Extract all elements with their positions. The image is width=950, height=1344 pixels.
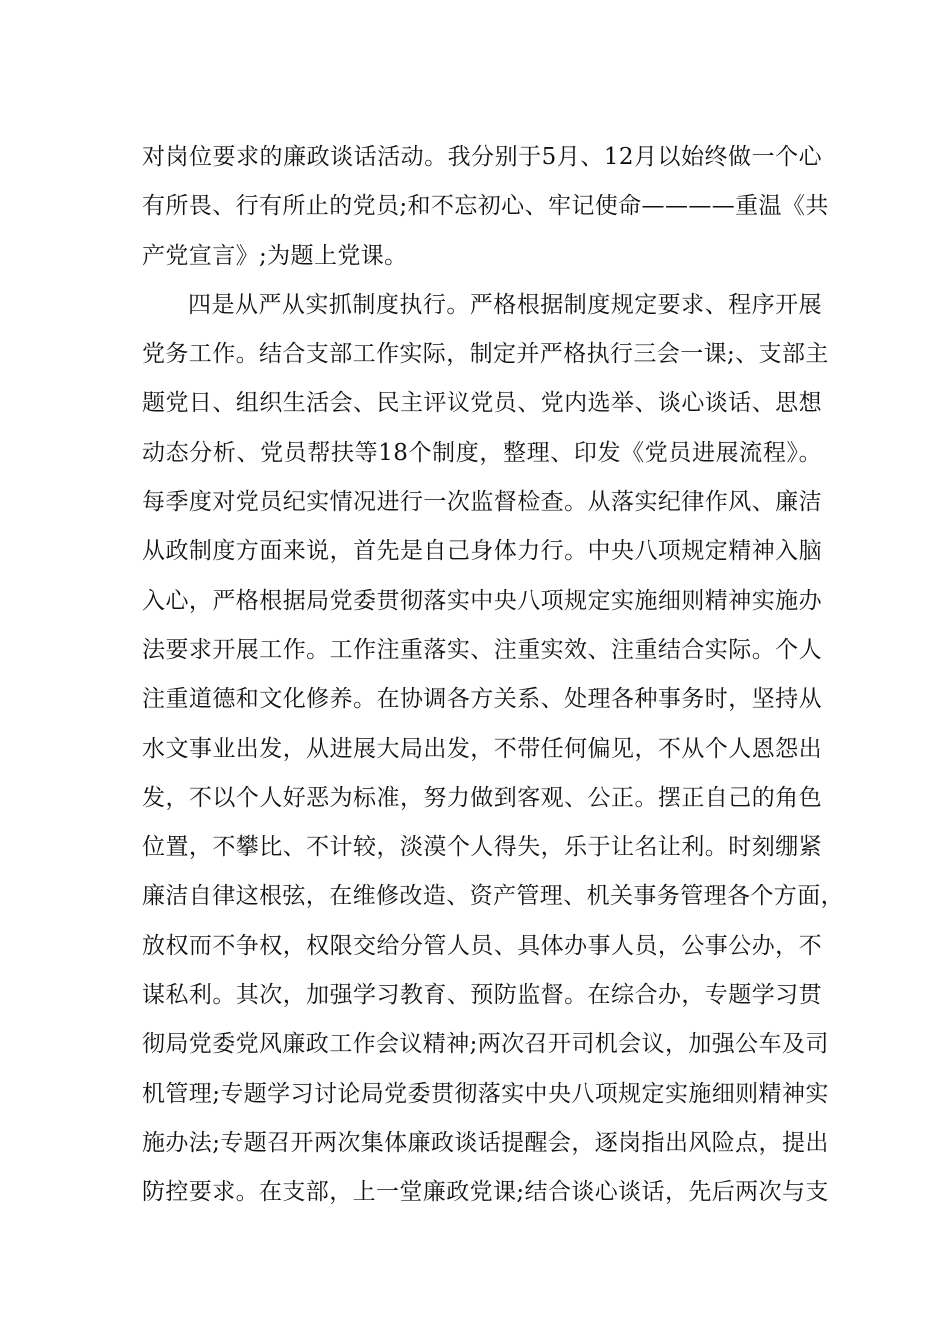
text-line: 彻局党委党风廉政工作会议精神;两次召开司机会议，加强公车及司 — [142, 1031, 829, 1058]
text-line: 位置，不攀比、不计较，淡漠个人得失，乐于让名让利。时刻绷紧 — [142, 834, 822, 861]
text-line: 廉洁自律这根弦，在维修改造、资产管理、机关事务管理各个方面， — [142, 883, 844, 910]
text-line: 施办法;专题召开两次集体廉政谈话提醒会，逐岗指出风险点，提出 — [142, 1129, 829, 1156]
text-line: 动态分析、党员帮扶等18个制度，整理、印发《党员进展流程》。 — [142, 439, 822, 466]
text-line: 法要求开展工作。工作注重落实、注重实效、注重结合实际。个人 — [142, 636, 822, 663]
text-line: 防控要求。在支部，上一堂廉政党课;结合谈心谈话，先后两次与支 — [142, 1179, 829, 1206]
text-line: 有所畏、行有所止的党员;和不忘初心、牢记使命————重温《共 — [142, 193, 829, 220]
text-line: 放权而不争权，权限交给分管人员、具体办事人员，公事公办，不 — [142, 932, 822, 959]
text-line: 从政制度方面来说，首先是自己身体力行。中央八项规定精神入脑 — [142, 538, 822, 565]
text-line: 党务工作。结合支部工作实际，制定并严格执行三会一课;、支部主 — [142, 341, 829, 368]
body-text — [142, 133, 844, 1218]
text-line: 发，不以个人好恶为标准，努力做到客观、公正。摆正自己的角色 — [142, 784, 822, 811]
text-line: 每季度对党员纪实情况进行一次监督检查。从落实纪律作风、廉洁 — [142, 489, 822, 516]
text-line: 题党日、组织生活会、民主评议党员、党内选举、谈心谈话、思想 — [142, 390, 822, 417]
text-line: 产党宣言》;为题上党课。 — [142, 242, 408, 269]
text-line: 谋私利。其次，加强学习教育、预防监督。在综合办，专题学习贯 — [142, 982, 822, 1009]
paragraph-first-line: 四是从严从实抓制度执行。严格根据制度规定要求、程序开展 — [188, 291, 822, 318]
text-line: 机管理;专题学习讨论局党委贯彻落实中央八项规定实施细则精神实 — [142, 1080, 829, 1107]
text-line: 对岗位要求的廉政谈话活动。我分别于5月、12月以始终做一个心 — [142, 144, 822, 170]
text-line: 入心，严格根据局党委贯彻落实中央八项规定实施细则精神实施办 — [142, 587, 822, 614]
text-line: 水文事业出发，从进展大局出发，不带任何偏见，不从个人恩怨出 — [142, 735, 822, 762]
text-line: 注重道德和文化修养。在协调各方关系、处理各种事务时，坚持从 — [142, 686, 822, 713]
